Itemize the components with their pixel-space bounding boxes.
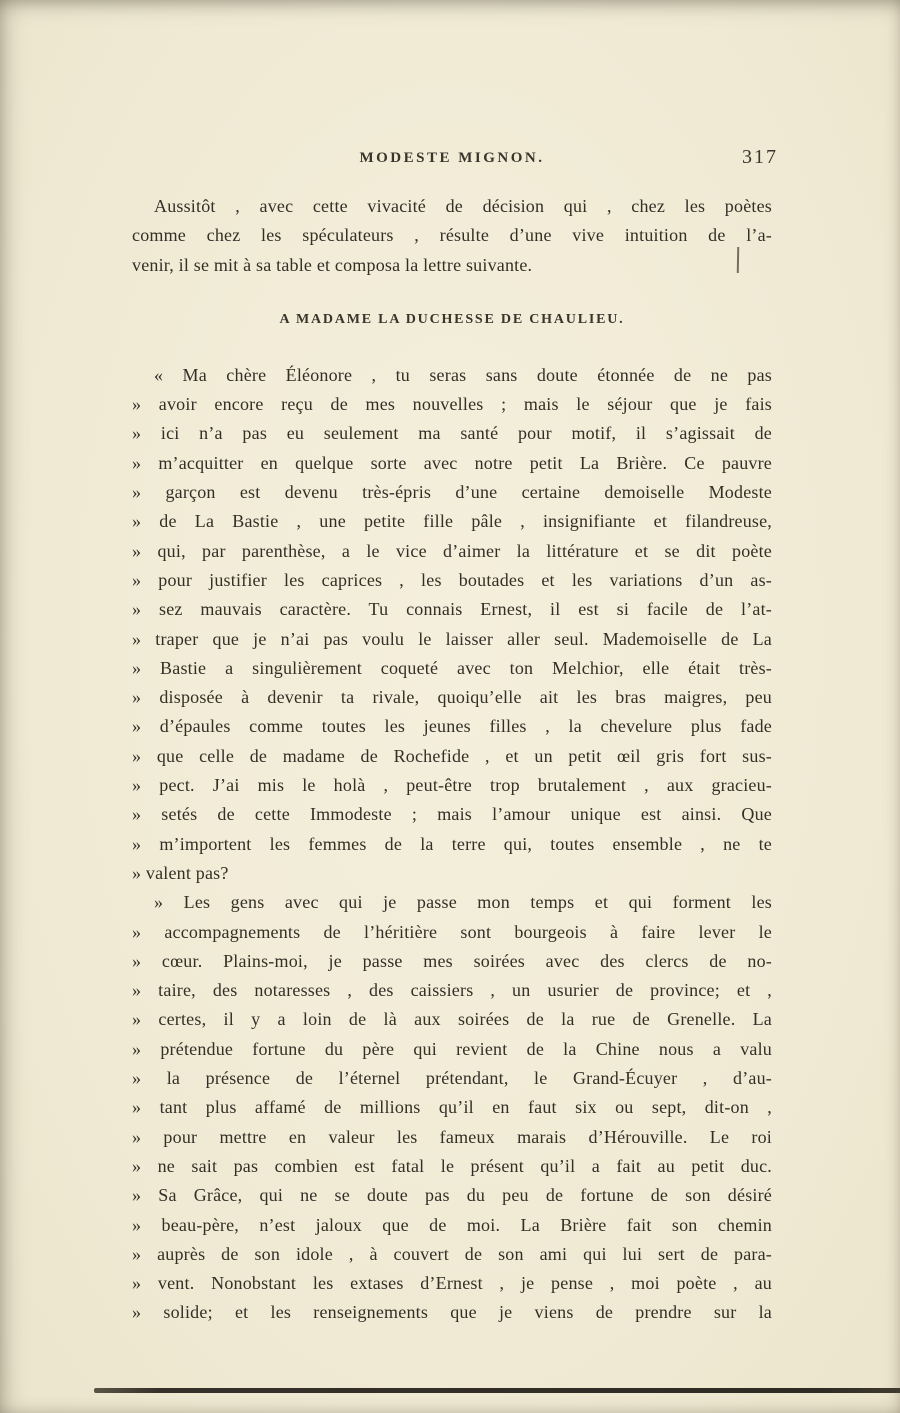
scan-bottom-edge xyxy=(94,1388,900,1393)
running-title: MODESTE MIGNON. xyxy=(359,150,545,166)
text-line: » ici n’a pas eu seulement ma santé pour motif, il s’agissait de xyxy=(132,423,772,444)
text-line: « Ma chère Éléonore , tu seras sans doute étonnée de ne pas xyxy=(154,364,772,385)
text-line: » valent pas? xyxy=(132,862,229,883)
page-number: 317 xyxy=(742,146,778,168)
text-line: » disposée à devenir ta rivale, quoiqu’elle ait les bras maigres, peu xyxy=(132,687,772,708)
text-line: » certes, il y a loin de là aux soirées de la rue de Grenelle. La xyxy=(132,1009,772,1030)
text-block xyxy=(132,146,778,1328)
text-line: » Bastie a singulièrement coqueté avec ton Melchior, elle était très- xyxy=(132,657,772,678)
text-line: » solide; et les renseignements que je viens de prendre sur la xyxy=(132,1302,772,1323)
intro-paragraph xyxy=(132,192,772,280)
text-line: comme chez les spéculateurs , résulte d’une vive intuition de l’a- xyxy=(132,225,772,246)
text-line: » Sa Grâce, qui ne se doute pas du peu de fortune de son désiré xyxy=(132,1185,772,1206)
text-line: » pour justifier les caprices , les boutades et les variations d’un as- xyxy=(132,569,772,590)
text-line: » traper que je n’ai pas voulu le laisser aller seul. Mademoiselle de La xyxy=(132,628,772,649)
text-line: » setés de cette Immodeste ; mais l’amour unique est ainsi. Que xyxy=(132,804,772,825)
text-line: » d’épaules comme toutes les jeunes filles , la chevelure plus fade xyxy=(132,716,772,737)
text-line: » m’importent les femmes de la terre qui, toutes ensemble , ne te xyxy=(132,833,772,854)
text-line: » accompagnements de l’héritière sont bourgeois à faire lever le xyxy=(132,921,772,942)
text-line: » avoir encore reçu de mes nouvelles ; mais le séjour que je fais xyxy=(132,394,772,415)
text-line: » qui, par parenthèse, a le vice d’aimer la littérature et se dit poète xyxy=(132,540,772,561)
text-line: Aussitôt , avec cette vivacité de décision qui , chez les poètes xyxy=(154,196,772,216)
letter-paragraph xyxy=(132,888,772,1327)
letter-body xyxy=(132,361,772,1328)
text-line: venir, il se mit à sa table et composa la lettre suivante. xyxy=(132,254,533,275)
text-line: » taire, des notaresses , des caissiers , un usurier de province; et , xyxy=(132,980,772,1001)
letter-heading: A MADAME LA DUCHESSE DE CHAULIEU. xyxy=(279,311,625,327)
text-line: » pour mettre en valeur les fameux marais d’Hérouville. Le roi xyxy=(132,1126,772,1147)
text-line: » m’acquitter en quelque sorte avec notre petit La Brière. Ce pauvre xyxy=(132,452,772,473)
page-header xyxy=(132,146,778,174)
text-line: » pect. J’ai mis le holà , peut-être trop brutalement , aux gracieu- xyxy=(132,775,772,796)
text-line: » garçon est devenu très-épris d’une certaine demoiselle Modeste xyxy=(132,482,772,503)
text-line: » beau-père, n’est jaloux que de moi. La Brière fait son chemin xyxy=(132,1214,772,1235)
letter-paragraph xyxy=(132,361,772,888)
text-line: » vent. Nonobstant les extases d’Ernest , je pense , moi poète , au xyxy=(132,1273,772,1294)
text-line: » Les gens avec qui je passe mon temps et qui forment les xyxy=(154,892,772,913)
text-line: » auprès de son idole , à couvert de son ami qui lui sert de para- xyxy=(132,1243,772,1264)
text-line: » sez mauvais caractère. Tu connais Ernest, il est si facile de l’at- xyxy=(132,599,772,620)
text-line: » ne sait pas combien est fatal le présent qu’il a fait au petit duc. xyxy=(132,1155,772,1176)
text-line: » tant plus affamé de millions qu’il en faut six ou sept, dit-on , xyxy=(132,1097,772,1118)
text-line: » de La Bastie , une petite fille pâle , insignifiante et filandreuse, xyxy=(132,511,772,532)
text-line: » que celle de madame de Rochefide , et un petit œil gris fort sus- xyxy=(132,745,772,766)
text-line: » la présence de l’éternel prétendant, le Grand-Écuyer , d’au- xyxy=(132,1068,772,1089)
text-line: » cœur. Plains-moi, je passe mes soirées avec des clercs de no- xyxy=(132,950,772,971)
text-line: » prétendue fortune du père qui revient de la Chine nous a valu xyxy=(132,1038,772,1059)
